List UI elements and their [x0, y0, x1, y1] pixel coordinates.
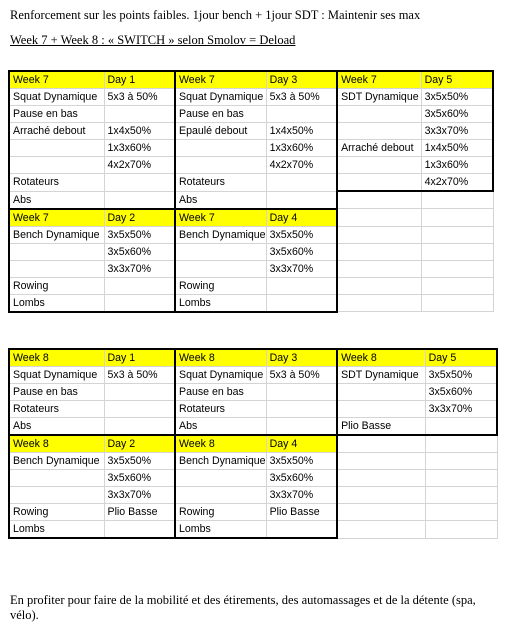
week8-day1-week: Week 8: [9, 349, 104, 367]
week8-day2-rowing: Rowing: [9, 504, 104, 521]
table-row: [9, 384, 497, 401]
week8-day5-a1: 3x5x50%: [425, 367, 497, 384]
table-row: [9, 277, 493, 294]
week7-day3-s2: 1x3x60%: [266, 140, 337, 157]
week8-day1-pause: Pause en bas: [9, 384, 104, 401]
week7-day5-a3: 3x3x70%: [421, 123, 493, 140]
table-row: [9, 123, 493, 140]
table-row: [9, 453, 497, 470]
week8-day4-s1: 3x5x50%: [266, 453, 337, 470]
week7-day2-s2: 3x5x60%: [104, 243, 175, 260]
week7-day4-lombs: Lombs: [175, 294, 266, 312]
week8-day4-day: Day 4: [266, 435, 337, 453]
table-row: [9, 106, 493, 123]
week8-day3-pause: Pause en bas: [175, 384, 266, 401]
week8-day5-sdt: SDT Dynamique: [337, 367, 425, 384]
week7-day2-day: Day 2: [104, 209, 175, 227]
table-row: [9, 260, 493, 277]
week7-day1-s1: 1x4x50%: [104, 123, 175, 140]
week8-day4-rowing: Rowing: [175, 504, 266, 521]
week8-day4-lombs: Lombs: [175, 521, 266, 539]
week7-day5-b2: 1x3x60%: [421, 157, 493, 174]
table-row: [9, 157, 493, 174]
week8-day3-day: Day 3: [266, 349, 337, 367]
table-row: [9, 191, 493, 209]
week8-table: [8, 348, 498, 539]
week7-day1-pause: Pause en bas: [9, 106, 104, 123]
week7-day3-s3: 4x2x70%: [266, 157, 337, 174]
week7-day2-week: Week 7: [9, 209, 104, 227]
week7-day4-s1: 3x5x50%: [266, 226, 337, 243]
week7-day3-week: Week 7: [175, 71, 266, 89]
week7-day1-abs: Abs: [9, 191, 104, 209]
table-row: [9, 521, 497, 539]
week7-day4-s3: 3x3x70%: [266, 260, 337, 277]
week8-day2-s2: 3x5x60%: [104, 470, 175, 487]
footer-note: En profiter pour faire de la mobilité et des étirements, des automassages et de la détente (spa, vélo).: [10, 593, 476, 622]
week7-table: [8, 70, 494, 313]
week8-day3-rotateurs: Rotateurs: [175, 401, 266, 418]
intro-line: Renforcement sur les points faibles. 1jour bench + 1jour SDT : Maintenir ses max: [10, 8, 421, 22]
week8-day5-a3: 3x3x70%: [425, 401, 497, 418]
week8-day5-week: Week 8: [337, 349, 425, 367]
table-row: [9, 435, 497, 453]
week7-day1-s2: 1x3x60%: [104, 140, 175, 157]
week7-day4-s2: 3x5x60%: [266, 243, 337, 260]
week7-day2-lombs: Lombs: [9, 294, 104, 312]
week8-day2-s1: 3x5x50%: [104, 453, 175, 470]
week7-day1-s3: 4x2x70%: [104, 157, 175, 174]
week7-day5-day: Day 5: [421, 71, 493, 89]
table-row: [9, 226, 493, 243]
week7-day4-week: Week 7: [175, 209, 266, 227]
week7-day3-squat: Squat Dynamique: [175, 89, 266, 106]
week8-day2-s3: 3x3x70%: [104, 487, 175, 504]
week7-day2-rowing: Rowing: [9, 277, 104, 294]
week8-day4-plio: Plio Basse: [266, 504, 337, 521]
week8-day4-bench: Bench Dynamique: [175, 453, 266, 470]
week8-day5-plio: Plio Basse: [337, 418, 425, 436]
table-row: [9, 140, 493, 157]
week8-day2-day: Day 2: [104, 435, 175, 453]
table-row: [9, 243, 493, 260]
week7-day5-sdt: SDT Dynamique: [337, 89, 421, 106]
week8-day2-week: Week 8: [9, 435, 104, 453]
week8-day4-s2: 3x5x60%: [266, 470, 337, 487]
week7-day1-week: Week 7: [9, 71, 104, 89]
week8-day3-abs: Abs: [175, 418, 266, 436]
week7-day5-b1: 1x4x50%: [421, 140, 493, 157]
week8-day1-abs: Abs: [9, 418, 104, 436]
week8-day4-s3: 3x3x70%: [266, 487, 337, 504]
week8-day2-plio: Plio Basse: [104, 504, 175, 521]
table-row: [9, 487, 497, 504]
week8-day5-day: Day 5: [425, 349, 497, 367]
week8-day1-squat-sets: 5x3 à 50%: [104, 367, 175, 384]
week7-day3-squat-sets: 5x3 à 50%: [266, 89, 337, 106]
week7-day3-rotateurs: Rotateurs: [175, 174, 266, 192]
deload-heading: Week 7 + Week 8 : « SWITCH » selon Smolov = Deload: [10, 33, 296, 47]
week8-day1-rotateurs: Rotateurs: [9, 401, 104, 418]
week7-day1-squat: Squat Dynamique: [9, 89, 104, 106]
week7-day3-epaule: Epaulé debout: [175, 123, 266, 140]
week7-day5-a1: 3x5x50%: [421, 89, 493, 106]
week8-day5-a2: 3x5x60%: [425, 384, 497, 401]
table-row: [9, 209, 493, 227]
week7-day5-arrache: Arraché debout: [337, 140, 421, 157]
table-row: [9, 349, 497, 367]
table-row: [9, 504, 497, 521]
week7-day1-arrache: Arraché debout: [9, 123, 104, 140]
week8-day3-squat-sets: 5x3 à 50%: [266, 367, 337, 384]
week7-day5-b3: 4x2x70%: [421, 174, 493, 192]
table-row: [9, 294, 493, 312]
table-row: [9, 418, 497, 436]
week7-day3-s1: 1x4x50%: [266, 123, 337, 140]
week7-day2-s3: 3x3x70%: [104, 260, 175, 277]
week8-day2-bench: Bench Dynamique: [9, 453, 104, 470]
week7-day3-abs: Abs: [175, 191, 266, 209]
week7-day3-pause: Pause en bas: [175, 106, 266, 123]
week8-day1-squat: Squat Dynamique: [9, 367, 104, 384]
week7-day4-bench: Bench Dynamique: [175, 226, 266, 243]
week7-day1-squat-sets: 5x3 à 50%: [104, 89, 175, 106]
week7-day4-day: Day 4: [266, 209, 337, 227]
table-row: [9, 401, 497, 418]
table-row: [9, 367, 497, 384]
week8-day3-week: Week 8: [175, 349, 266, 367]
week7-day3-day: Day 3: [266, 71, 337, 89]
table-row: [9, 174, 493, 192]
table-row: [9, 71, 493, 89]
week7-day2-s1: 3x5x50%: [104, 226, 175, 243]
week8-day1-day: Day 1: [104, 349, 175, 367]
week7-day1-rotateurs: Rotateurs: [9, 174, 104, 192]
week7-day5-a2: 3x5x60%: [421, 106, 493, 123]
week7-day2-bench: Bench Dynamique: [9, 226, 104, 243]
week8-day2-lombs: Lombs: [9, 521, 104, 539]
week7-day5-week: Week 7: [337, 71, 421, 89]
week7-day1-day: Day 1: [104, 71, 175, 89]
table-row: [9, 470, 497, 487]
table-row: [9, 89, 493, 106]
week7-day4-rowing: Rowing: [175, 277, 266, 294]
week8-day3-squat: Squat Dynamique: [175, 367, 266, 384]
week8-day4-week: Week 8: [175, 435, 266, 453]
